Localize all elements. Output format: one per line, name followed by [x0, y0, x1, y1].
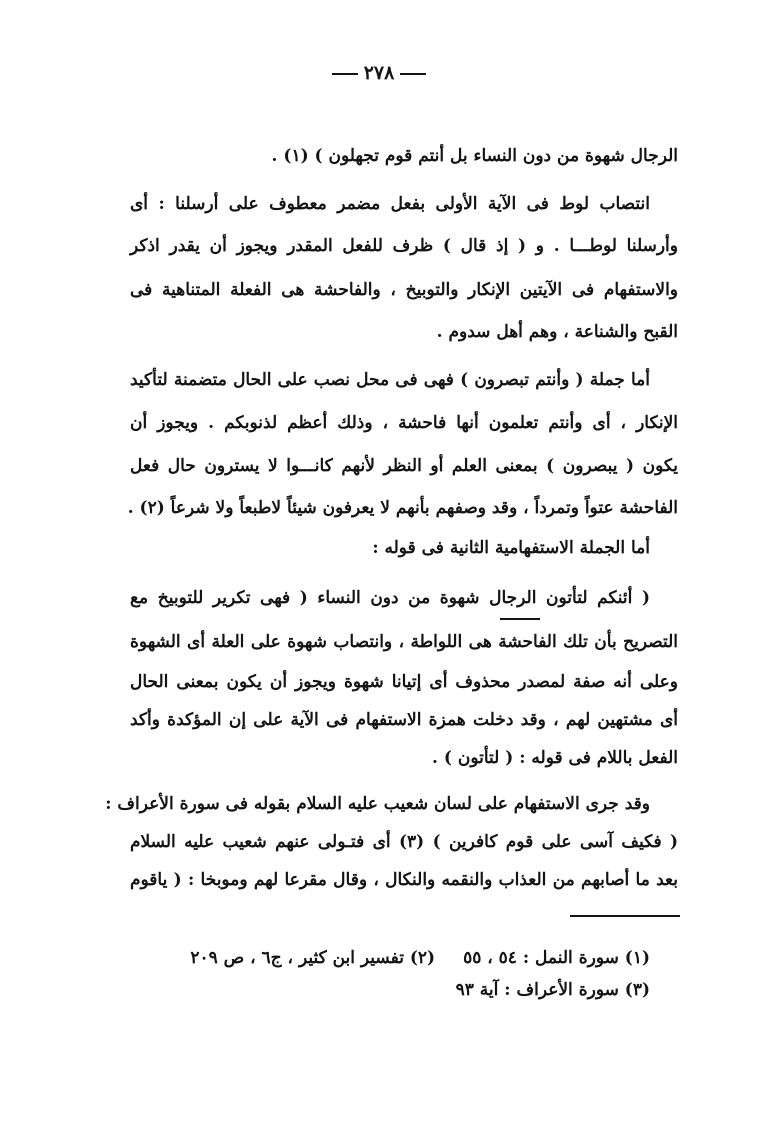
footnote-1: (١) سورة النمل : ٥٤ ، ٥٥: [463, 948, 650, 968]
text-line: ( أئنكم لتأتون الرجال شهوة من دون النساء ( فهى تكرير للتوبيخ مع: [130, 588, 650, 608]
text-line: أما الجملة الاستفهامية الثانية فى قوله :: [372, 538, 650, 558]
footnote-separator: [570, 915, 680, 917]
text-line: وأرسلنا لوطـــا . و ( إذ قال ) ظرف للفعل المقدر ويجوز أن يقدر اذكر: [130, 236, 678, 256]
text-line: الإنكار ، أى وأنتم تعلمون أنها فاحشة ، وذلك أعظم لذنوبكم . ويجوز أن: [130, 413, 678, 433]
text-line: بعد ما أصابهم من العذاب والنقمه والنكال ، وقال مقرعا لهم وموبخا : ( ياقوم: [130, 870, 678, 890]
footnote-line-1: [180, 944, 650, 972]
text-line: أما جملة ( وأنتم تبصرون ) فهى فى محل نصب على الحال متضمنة لتأكيد: [130, 370, 650, 390]
footnote-line-2: [180, 976, 650, 1004]
footnote-2: (٢) تفسير ابن كثير ، ج٦ ، ص ٢٠٩: [190, 948, 436, 968]
text-line: الفعل باللام فى قوله : ( لتأتون ) .: [432, 748, 678, 768]
text-line: والاستفهام فى الآيتين الإنكار والتوبيخ ، والفاحشة هى الفعلة المتناهية فى: [130, 280, 678, 300]
text-line: وعلى أنه صفة لمصدر محذوف أى إتيانا شهوة ويجوز أن يكون بمعنى الحال: [130, 672, 678, 692]
page-number-dash-left: [332, 73, 358, 75]
text-line: يكون ( يبصرون ) بمعنى العلم أو النظر لأنهم كانـــوا لا يسترون حال فعل: [130, 456, 678, 476]
text-line: الفاحشة عتواً وتمرداً ، وقد وصفهم بأنهم لا يعرفون شيئاً لاطبعاً ولا شرعاً (٢) .: [127, 498, 678, 518]
text-line: التصريح بأن تلك الفاحشة هى اللواطة ، وانتصاب شهوة على العلة أى الشهوة: [130, 632, 678, 652]
page-number-text: ٢٧٨: [363, 62, 395, 84]
text-line: انتصاب لوط فى الآية الأولى بفعل مضمر معطوف على أرسلنا : أى: [130, 194, 650, 214]
text-line: الرجال شهوة من دون النساء بل أنتم قوم تجهلون ) (١) .: [271, 146, 678, 166]
handwritten-underline: [500, 618, 540, 620]
text-line: القبح والشناعة ، وهم أهل سدوم .: [436, 322, 678, 342]
text-line: أى مشتهين لهم ، وقد دخلت همزة الاستفهام فى الآية على إن المؤكدة وأكد: [130, 710, 678, 730]
footnote-3: (٣) سورة الأعراف : آية ٩٣: [455, 980, 650, 1000]
page-number: [0, 62, 758, 84]
text-line: وقد جرى الاستفهام على لسان شعيب عليه السلام بقوله فى سورة الأعراف :: [105, 794, 650, 814]
text-line: ( فكيف آسى على قوم كافرين ) (٣) أى فتـولى عنهم شعيب عليه السلام: [130, 832, 678, 852]
page-number-dash-right: [400, 73, 426, 75]
